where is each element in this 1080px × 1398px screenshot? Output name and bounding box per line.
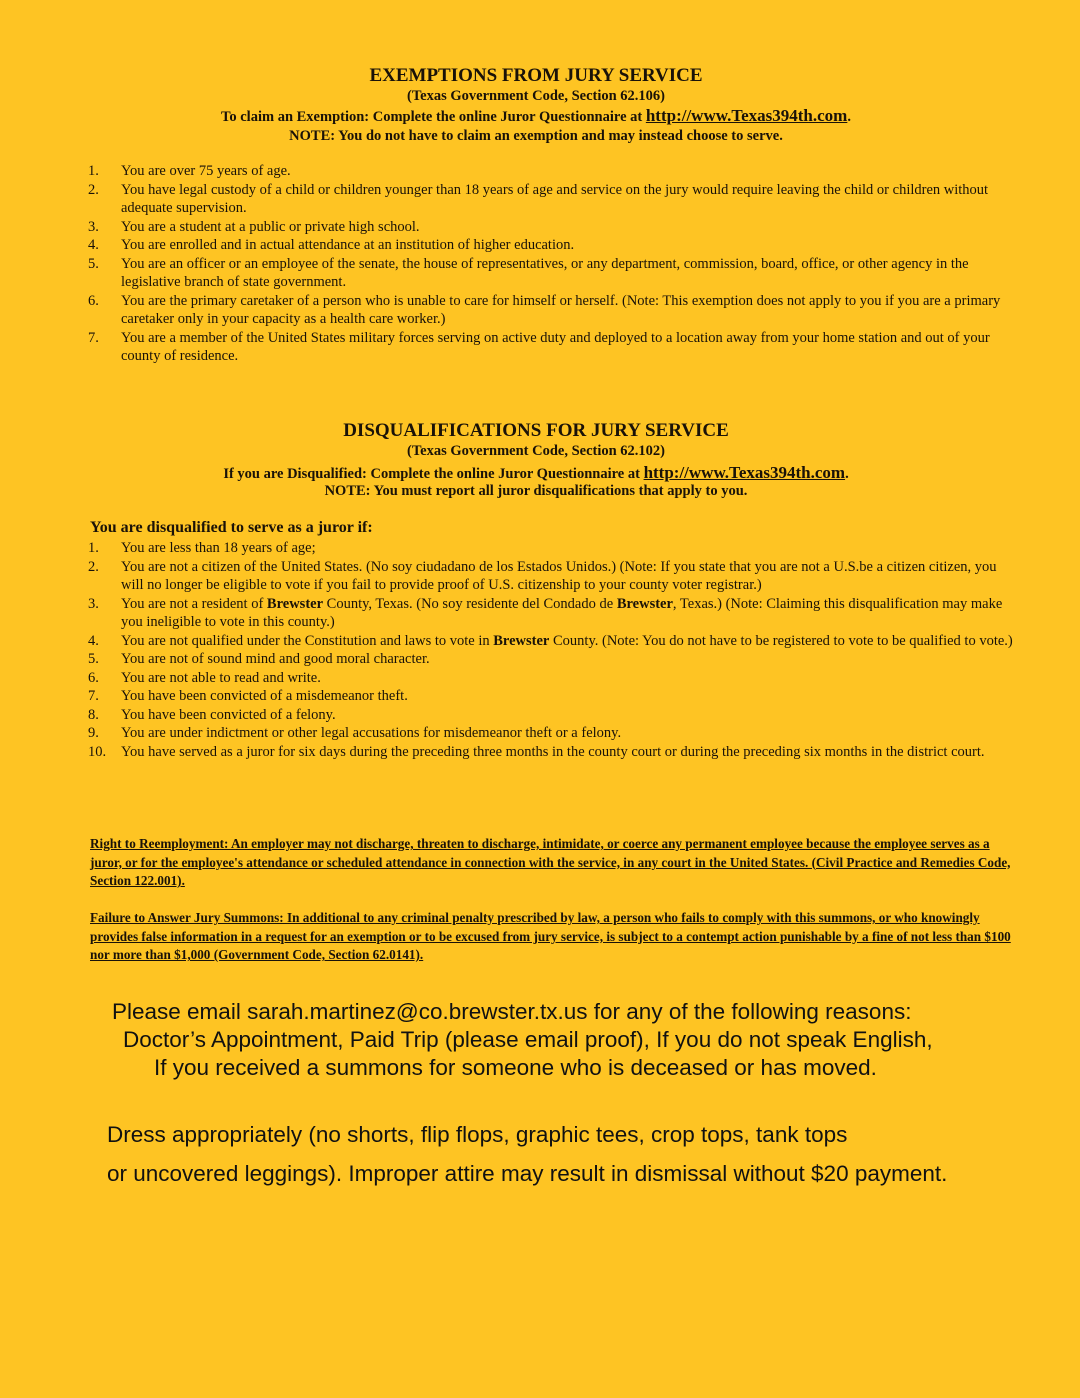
item-text: You are not a resident of bbox=[121, 595, 267, 612]
disqualification-item bbox=[88, 724, 1018, 743]
disqualification-item bbox=[88, 687, 1018, 706]
exemptions-title: EXEMPTIONS FROM JURY SERVICE bbox=[369, 65, 703, 86]
item-number: 9. bbox=[88, 725, 99, 741]
item-text: County. (Note: You do not have to be registered to vote to be qualified to vote.) bbox=[549, 632, 1013, 649]
item-number: 10. bbox=[88, 743, 107, 760]
item-text: You are not able to read and write. bbox=[121, 669, 321, 686]
exemptions-website-link[interactable]: http://www.Texas394th.com bbox=[645, 106, 848, 125]
item-text: You are a member of the United States military forces serving on active duty and deployed to a location away from your home station and out of your county of residence. bbox=[121, 329, 990, 364]
item-text: You are not a citizen of the United States. (No soy ciudadano de los Estados Unidos.) (Note: If you state that you are not a U.S.be a citizen citizen, you will no longer be eligible to vote if you fail to provide proof of U.S. citizenship to your county voter registrar.) bbox=[121, 558, 997, 593]
disqualification-item bbox=[88, 595, 1018, 632]
item-text: You have served as a juror for six days during the preceding three months in the county court or during the preceding six months in the district court. bbox=[121, 743, 985, 760]
disqualifications-claim-text: If you are Disqualified: Complete the online Juror Questionnaire at bbox=[223, 466, 644, 482]
disqualifications-claim-line bbox=[0, 463, 1072, 483]
item-number: 3. bbox=[88, 595, 99, 612]
item-text: You have been convicted of a misdemeanor theft. bbox=[121, 688, 408, 704]
disqualifications-code-ref: (Texas Government Code, Section 62.102) bbox=[406, 443, 666, 459]
item-number: 3. bbox=[88, 218, 99, 235]
dress-code-line-1: Dress appropriately (no shorts, flip flops, graphic tees, crop tops, tank tops bbox=[107, 1122, 848, 1147]
county-name: Brewster bbox=[616, 595, 673, 612]
item-number: 4. bbox=[88, 237, 99, 253]
item-number: 1. bbox=[88, 163, 99, 179]
item-number: 5. bbox=[88, 255, 99, 272]
exemption-item bbox=[88, 181, 1018, 218]
disqualification-item bbox=[88, 743, 1018, 762]
item-number: 4. bbox=[88, 632, 99, 649]
item-number: 2. bbox=[88, 558, 99, 575]
disqualification-item bbox=[88, 539, 1018, 558]
item-number: 1. bbox=[88, 540, 99, 556]
exemption-item bbox=[88, 236, 1018, 255]
item-number: 6. bbox=[88, 669, 99, 686]
disqualification-item bbox=[88, 669, 1018, 688]
item-text: You are not of sound mind and good moral character. bbox=[121, 651, 430, 667]
email-notice-line-1: Please email sarah.martinez@co.brewster.tx.us for any of the following reasons: bbox=[112, 999, 912, 1024]
exemption-item bbox=[88, 292, 1018, 329]
item-number: 6. bbox=[88, 292, 99, 309]
item-text: You are an officer or an employee of the senate, the house of representatives, or any department, commission, board, office, or other agency in the legislative branch of state government. bbox=[121, 255, 969, 290]
disqualifications-title: DISQUALIFICATIONS FOR JURY SERVICE bbox=[343, 420, 729, 441]
disqualification-item bbox=[88, 558, 1018, 595]
exemption-item bbox=[88, 329, 1018, 366]
exemptions-link-suffix: . bbox=[847, 109, 851, 125]
item-text: You are the primary caretaker of a person who is unable to care for himself or herself. (Note: This exemption does not apply to you if you are a primary caretaker only in your capacity as a health care worker.) bbox=[121, 292, 1001, 327]
disqualifications-note: NOTE: You must report all juror disqualifications that apply to you. bbox=[324, 483, 748, 499]
exemptions-claim-line bbox=[0, 106, 1072, 126]
item-number: 7. bbox=[88, 329, 99, 346]
disqualification-item bbox=[88, 706, 1018, 725]
disqualification-lead: You are disqualified to serve as a juror if: bbox=[90, 519, 373, 536]
disqualifications-list bbox=[88, 539, 1018, 761]
item-text: You have legal custody of a child or children younger than 18 years of age and service on the jury would require leaving the child or children without adequate supervision. bbox=[121, 181, 989, 216]
item-text: , Texas.) (Note: Claiming this disqualification may make you ineligible to vote in this county.) bbox=[121, 595, 1003, 630]
email-notice-line-3: If you received a summons for someone who is deceased or has moved. bbox=[154, 1055, 877, 1080]
disqualification-item bbox=[88, 632, 1018, 651]
county-name: Brewster bbox=[266, 595, 324, 612]
item-number: 5. bbox=[88, 651, 99, 667]
item-number: 7. bbox=[88, 688, 99, 704]
disqualification-item bbox=[88, 650, 1018, 669]
dress-code-line-2: or uncovered leggings). Improper attire may result in dismissal without $20 payment. bbox=[107, 1161, 948, 1186]
item-text: You have been convicted of a felony. bbox=[121, 706, 336, 723]
county-name: Brewster bbox=[493, 632, 550, 649]
item-number: 2. bbox=[88, 181, 99, 198]
exemptions-code-ref: (Texas Government Code, Section 62.106) bbox=[406, 88, 666, 104]
item-text: You are not qualified under the Constitution and laws to vote in bbox=[121, 632, 494, 649]
reemployment-notice: Right to Reemployment: An employer may not discharge, threaten to discharge, intimidate, or coerce any permanent employee because the employee serves as a juror, or for the employee's attendance or scheduled attendance in connection with the service, in any court in the United States. (Civil Practice and Remedies Code, Section 122.001). bbox=[90, 836, 1011, 889]
item-text: You are a student at a public or private high school. bbox=[121, 218, 420, 235]
exemption-item bbox=[88, 255, 1018, 292]
exemption-item bbox=[88, 162, 1018, 181]
email-notice-line-2: Doctor’s Appointment, Paid Trip (please email proof), If you do not speak English, bbox=[123, 1027, 933, 1052]
exemption-item bbox=[88, 218, 1018, 237]
disqualifications-link-suffix: . bbox=[845, 466, 849, 482]
summons-failure-notice: Failure to Answer Jury Summons: In additional to any criminal penalty prescribed by law, a person who fails to comply with this summons, or who knowingly provides false information in a request for an exemption or to be excused from jury service, is subject to a contempt action punishable by a fine of not less than $100 nor more than $1,000 (Government Code, Section 62.0141). bbox=[90, 910, 1011, 963]
item-text: You are under indictment or other legal accusations for misdemeanor theft or a felony. bbox=[121, 725, 622, 741]
item-text: You are over 75 years of age. bbox=[121, 163, 291, 179]
item-text: County, Texas. (No soy residente del Condado de bbox=[323, 595, 617, 612]
item-number: 8. bbox=[88, 706, 99, 723]
disqualifications-website-link[interactable]: http://www.Texas394th.com bbox=[643, 463, 846, 482]
exemptions-list bbox=[88, 162, 1018, 366]
item-text: You are less than 18 years of age; bbox=[121, 540, 316, 556]
item-text: You are enrolled and in actual attendance at an institution of higher education. bbox=[121, 237, 575, 253]
exemptions-claim-text: To claim an Exemption: Complete the online Juror Questionnaire at bbox=[221, 109, 646, 125]
exemptions-note: NOTE: You do not have to claim an exemption and may instead choose to serve. bbox=[289, 128, 783, 144]
